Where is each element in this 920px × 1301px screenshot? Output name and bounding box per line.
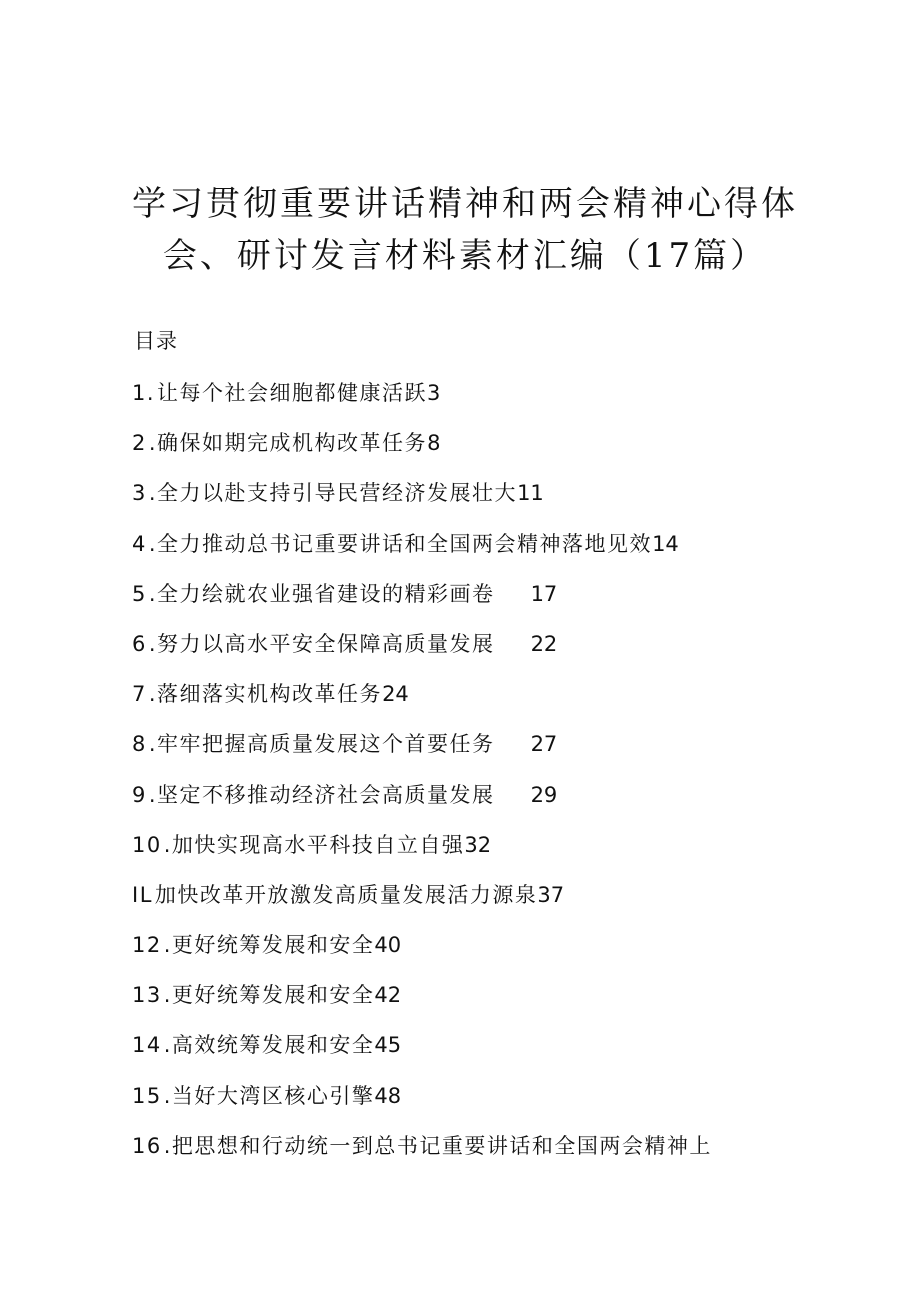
toc-item-title: 让每个社会细胞都健康活跃 [157, 381, 428, 405]
document-title [120, 178, 810, 282]
toc-item[interactable] [132, 880, 832, 930]
toc-item-title: .更好统筹发展和安全 [163, 983, 375, 1008]
toc-item-number: IL [132, 882, 153, 907]
toc-item[interactable] [132, 529, 832, 579]
toc-item-number: 5 [132, 581, 147, 606]
toc-item-page-number: 11 [517, 481, 544, 506]
toc-item-number: 3 [132, 481, 147, 506]
toc-item-page-number: 14 [652, 531, 679, 556]
toc-item-page-number: 29 [530, 782, 558, 807]
toc-item[interactable] [132, 980, 832, 1030]
toc-item-title: .高效统筹发展和安全 [163, 1033, 375, 1058]
toc-item-page-number: 32 [464, 832, 492, 857]
table-of-contents [132, 378, 832, 1181]
toc-item[interactable] [132, 579, 832, 629]
toc-item-number: 15 [132, 1083, 162, 1108]
toc-item-number: 8 [132, 732, 147, 757]
toc-item-title: 加快改革开放激发高质量发展活力源泉 [154, 882, 538, 907]
toc-item-page-number: 22 [530, 631, 558, 656]
toc-item-page-number: 42 [374, 983, 402, 1008]
toc-item-page-number: 8 [427, 431, 441, 456]
toc-item-page-number: 24 [382, 682, 409, 707]
title-line-1: 学习贯彻重要讲话精神和两会精神心得体 [132, 184, 798, 224]
toc-item[interactable] [132, 780, 832, 830]
toc-item-number: 7 [132, 682, 147, 707]
toc-item-page-number: 48 [374, 1083, 402, 1108]
toc-item-number: 1. [132, 381, 156, 405]
toc-item-title: .全力推动总书记重要讲话和全国两会精神落地见效 [148, 531, 653, 556]
toc-item-title: .当好大湾区核心引擎 [163, 1083, 375, 1108]
toc-item-title: .努力以高水平安全保障高质量发展 [148, 631, 495, 656]
toc-item[interactable] [132, 729, 832, 779]
toc-item-number: 14 [132, 1033, 162, 1058]
toc-item-page-number: 45 [374, 1033, 402, 1058]
toc-item-title: .牢牢把握高质量发展这个首要任务 [148, 732, 495, 757]
toc-item-number: 16 [132, 1133, 162, 1158]
toc-item-number: 4 [132, 531, 147, 556]
toc-item-page-number: 37 [537, 882, 565, 907]
toc-item-title: .更好统筹发展和安全 [163, 933, 375, 958]
toc-item-page-number: 40 [374, 933, 402, 958]
toc-item-number: 9 [132, 782, 147, 807]
toc-item[interactable] [132, 378, 832, 428]
toc-item-number: 13 [132, 983, 162, 1008]
toc-item-title: .全力以赴支持引导民营经济发展壮大 [148, 481, 518, 506]
toc-item-page-number: 3 [427, 381, 441, 405]
toc-item[interactable] [132, 1081, 832, 1131]
toc-heading: 目录 [134, 329, 178, 353]
toc-item[interactable] [132, 830, 832, 880]
toc-item-title: .把思想和行动统一到总书记重要讲话和全国两会精神上 [163, 1133, 712, 1158]
toc-item-number: 12 [132, 933, 162, 958]
toc-item-title: .全力绘就农业强省建设的精彩画卷 [148, 581, 495, 606]
toc-item-number: 6 [132, 631, 147, 656]
toc-item[interactable] [132, 1131, 832, 1181]
toc-item-page-number: 17 [530, 581, 558, 606]
toc-item[interactable] [132, 629, 832, 679]
toc-item[interactable] [132, 1030, 832, 1080]
toc-item-title: .坚定不移推动经济社会高质量发展 [148, 782, 495, 807]
toc-item[interactable] [132, 679, 832, 729]
toc-item-page-number: 27 [530, 732, 558, 757]
toc-item[interactable] [132, 930, 832, 980]
toc-item[interactable] [132, 478, 832, 528]
title-line-2: 会、研讨发言材料素材汇编（17篇） [162, 236, 768, 276]
toc-item[interactable] [132, 428, 832, 478]
toc-item-title: .落细落实机构改革任务 [148, 682, 383, 707]
toc-item-number: 2 [132, 431, 147, 456]
toc-item-number: 10 [132, 832, 162, 857]
toc-item-title: .加快实现高水平科技自立自强 [163, 832, 465, 857]
toc-item-title: .确保如期完成机构改革任务 [148, 431, 428, 456]
